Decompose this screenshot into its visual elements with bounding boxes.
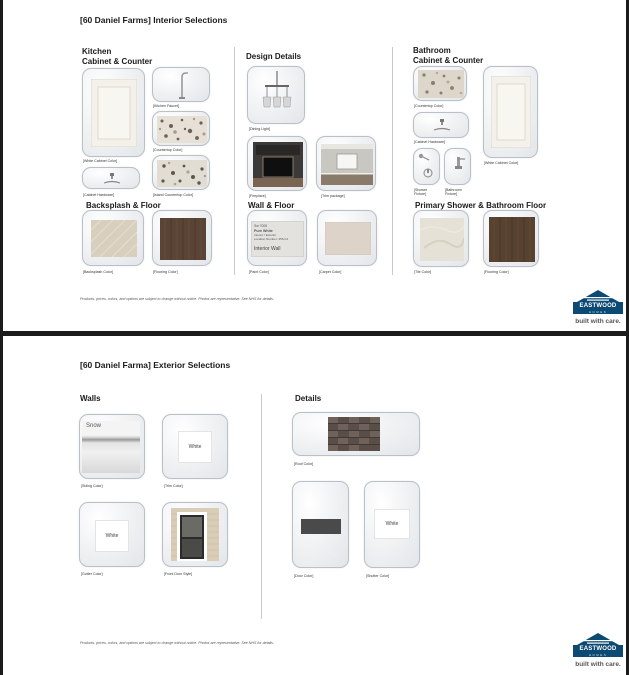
paint-swatch-line-3: Interior / Exterior [254, 233, 277, 237]
tile-swatch [420, 218, 464, 261]
bath-white-cabinet-card [483, 66, 538, 158]
front-door-card [162, 502, 228, 567]
siding-swatch [82, 421, 140, 473]
door-color-card [292, 481, 349, 568]
roof-color-card [292, 412, 420, 456]
bath-countertop-label: [Countertop Color] [414, 104, 444, 108]
island-granite-swatch [157, 160, 207, 187]
paint-swatch-name: Interior Wall [254, 246, 281, 252]
shower-fixture-label-text: [Shower Fixture] [414, 188, 428, 197]
fireplace-card [247, 136, 307, 191]
carpet-color-label: [Carpet Color] [319, 270, 342, 274]
shower-fixture-card [413, 148, 440, 185]
bath-hardware-image [432, 118, 452, 133]
front-door-label: [Front Door Style] [164, 572, 193, 576]
column-divider [234, 47, 235, 275]
eastwood-logo-exterior [571, 632, 625, 672]
trim-package-card [316, 136, 376, 191]
page-title-exterior: [60 Daniel Farma] Exterior Selections [80, 360, 231, 370]
trim-package-label: [Trim package] [321, 194, 345, 198]
paint-swatch-line-1: Sw 7005 [254, 224, 268, 228]
interior-selections-page [3, 0, 626, 331]
tile-color-label: [Tile Color] [414, 270, 432, 274]
bathroom-subheading: Cabinet & Counter [413, 56, 484, 65]
kitchen-subheading: Cabinet & Counter [82, 57, 153, 66]
trim-color-label: [Trim Color] [164, 484, 183, 488]
shutter-color-card [364, 481, 420, 568]
gutter-swatch: White [95, 520, 129, 552]
white-cabinet-label: [White Cabinet Color] [83, 159, 118, 163]
bath-cabinet-door-image [491, 76, 531, 148]
wood-floor-image [160, 218, 206, 260]
door-color-label: [Door Color] [294, 574, 314, 578]
island-countertop-card [152, 155, 210, 190]
bath-granite-swatch [418, 70, 464, 98]
granite-swatch [157, 116, 207, 143]
shower-fixture-label [414, 188, 434, 197]
shower-fixture-image [418, 153, 437, 182]
bath-flooring-card [483, 210, 539, 267]
gutter-color-card [79, 502, 145, 567]
eastwood-logo [571, 289, 625, 329]
fireplace-label: [Fireplace] [249, 194, 266, 198]
paint-color-card [247, 210, 307, 266]
bath-white-cabinet-label: [White Cabinet Color] [484, 161, 519, 165]
bathroom-fixture-label [445, 188, 469, 197]
bath-cabinet-hardware-label: [Cabinet Hardware] [414, 140, 445, 144]
gutter-color-label: [Gutter Color] [81, 572, 103, 576]
door-color-swatch [301, 519, 341, 534]
carpet-swatch [325, 222, 371, 255]
dining-light-card [247, 66, 305, 124]
faucet-image [173, 71, 191, 99]
shutter-color-label: [Shutter Color] [366, 574, 390, 578]
backsplash-heading: Backsplash & Floor [86, 201, 161, 210]
cabinet-door-image [91, 79, 137, 147]
design-details-heading: Design Details [246, 52, 302, 61]
wall-floor-heading: Wall & Floor [248, 201, 295, 210]
carpet-color-card [317, 210, 377, 266]
backsplash-label: [Backsplash Color] [83, 270, 113, 274]
disclaimer-footer: Products, prices, colors, and options are subject to change without notice. Photos are representative. See NHS for details. [80, 297, 274, 301]
countertop-card [152, 111, 210, 146]
disclaimer-footer-exterior: Products, prices, colors, and options are subject to change without notice. Photos are representative. See NHS for details. [80, 641, 274, 645]
paint-swatch-line-4: Location Number: 255-C1 [254, 237, 289, 241]
backsplash-card [82, 210, 144, 266]
island-countertop-label: [Island Countertop Color] [153, 193, 193, 197]
logo-sub-2: HOMES [573, 653, 623, 657]
logo-sub: HOMES [573, 310, 623, 314]
bath-cabinet-hardware-card [413, 112, 469, 138]
bath-wood-floor-image [489, 217, 535, 262]
bathroom-heading: Bathroom [413, 46, 451, 55]
house-roof-icon-2 [575, 632, 621, 646]
page-title: [60 Daniel Farms] Interior Selections [80, 15, 228, 25]
kitchen-faucet-card [152, 67, 210, 102]
trim-swatch: White [178, 431, 212, 463]
kitchen-heading: Kitchen [82, 47, 112, 56]
walls-heading: Walls [80, 394, 101, 403]
cabinet-hardware-card [82, 167, 140, 189]
dining-light-label: [Dining Light] [249, 127, 270, 131]
column-divider-2 [392, 47, 393, 275]
bathroom-fixture-card [444, 148, 471, 185]
trim-color-card [162, 414, 228, 479]
exterior-column-divider [261, 394, 262, 619]
details-heading: Details [295, 394, 322, 403]
front-door-image [171, 508, 219, 561]
hardware-image [102, 172, 122, 186]
siding-color-card [79, 414, 145, 479]
siding-color-label: [Siding Color] [81, 484, 103, 488]
chandelier-image [257, 71, 297, 121]
flooring-card [152, 210, 212, 266]
paint-color-label: [Paint Color] [249, 270, 269, 274]
shutter-swatch: White [374, 509, 410, 539]
bath-flooring-label: [Flooring Color] [484, 270, 509, 274]
kitchen-faucet-label: [Kitchen Faucet] [153, 104, 179, 108]
bathroom-fixture-label-text: [Bathroom Fixture] [445, 188, 462, 197]
siding-swatch-text: Snow [86, 423, 102, 429]
exterior-selections-page [3, 336, 626, 675]
roof-color-label: [Roof Color] [294, 462, 314, 466]
logo-tagline-2: built with care. [575, 661, 621, 668]
bathroom-fixture-image [449, 155, 468, 180]
countertop-label: [Countertop Color] [153, 148, 183, 152]
backsplash-tile-image [91, 220, 137, 257]
logo-tagline: built with care. [575, 318, 621, 325]
paint-swatch [251, 221, 304, 257]
fireplace-image [253, 142, 303, 187]
tile-color-card [413, 210, 469, 267]
bath-countertop-card [413, 66, 467, 101]
cabinet-hardware-label: [Cabinet Hardware] [83, 193, 114, 197]
paint-swatch-line-2: Pure White [254, 229, 273, 233]
house-roof-icon [575, 289, 621, 303]
logo-brand-2: EASTWOOD [573, 645, 623, 653]
roof-shingle-image [328, 417, 380, 451]
flooring-label: [Flooring Color] [153, 270, 178, 274]
white-cabinet-card [82, 68, 145, 157]
room-trim-image [321, 144, 373, 185]
primary-shower-heading: Primary Shower & Bathroom Floor [415, 201, 547, 210]
logo-brand: EASTWOOD [573, 302, 623, 310]
